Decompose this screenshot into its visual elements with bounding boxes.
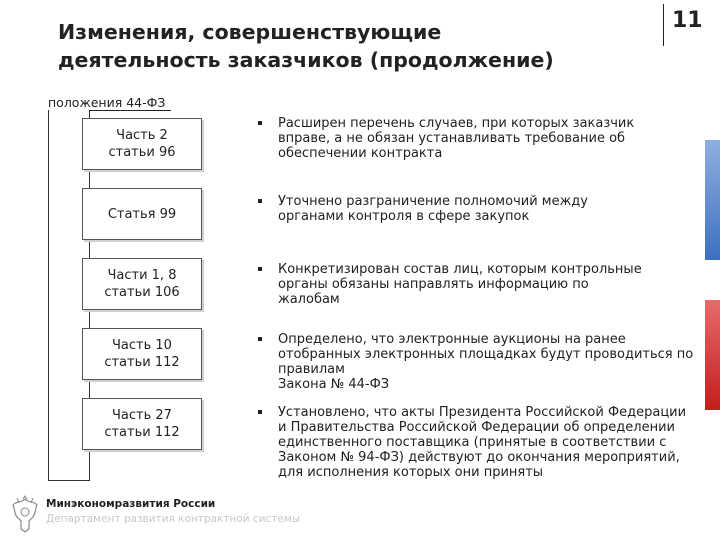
slide-title: [58, 18, 648, 74]
article-box-1-label: Часть 2 статьи 96: [108, 128, 176, 160]
article-box-2: [82, 188, 202, 240]
slide-title-line-1: Изменения, совершенствующие: [58, 20, 442, 44]
article-box-5: [82, 398, 202, 450]
change-item-2-text: Уточнено разграничение полномочий между органами контроля в сфере закупок: [278, 194, 588, 224]
article-box-3: [82, 258, 202, 310]
bullet-icon: [258, 410, 262, 414]
article-box-5-label: Часть 27 статьи 112: [104, 408, 180, 440]
coat-of-arms-icon: [8, 495, 42, 535]
change-item-5-text: Установлено, что акты Президента Российской Федерации и Правительства Российской Федерации об определении единственного поставщика (принятые в соответствии с Законом № 94-ФЗ) действуют до окончания мероприятий, для исполнения которых они приняты: [278, 405, 687, 480]
footer-department: Департамент развития контрактной системы: [46, 513, 301, 525]
article-box-1: [82, 118, 202, 170]
article-box-4-label: Часть 10 статьи 112: [104, 338, 180, 370]
article-box-2-label: Статья 99: [107, 206, 177, 222]
article-box-3-label: Части 1, 8 статьи 106: [104, 268, 180, 300]
title-divider: [663, 4, 664, 46]
article-box-4: [82, 328, 202, 380]
slide-number: 11: [672, 8, 703, 33]
change-item-3-text: Конкретизирован состав лиц, которым контрольные органы обязаны направлять информацию по жалобам: [278, 262, 642, 307]
change-item-4-text: Определено, что электронные аукционы на ранее отобранных электронных площадках будут проводиться по правилам Закона № 44-ФЗ: [278, 332, 694, 392]
bullet-icon: [258, 199, 262, 203]
slide-title-line-2: деятельность заказчиков (продолжение): [58, 48, 554, 72]
bullet-icon: [258, 267, 262, 271]
bullet-icon: [258, 337, 262, 341]
footer-ministry: Минэкономразвития России: [46, 498, 216, 510]
panel-label: положения 44-ФЗ: [48, 95, 171, 111]
bullet-icon: [258, 121, 262, 125]
change-item-1-text: Расширен перечень случаев, при которых заказчик вправе, а не обязан устанавливать требование об обеспечении контракта: [278, 116, 635, 161]
